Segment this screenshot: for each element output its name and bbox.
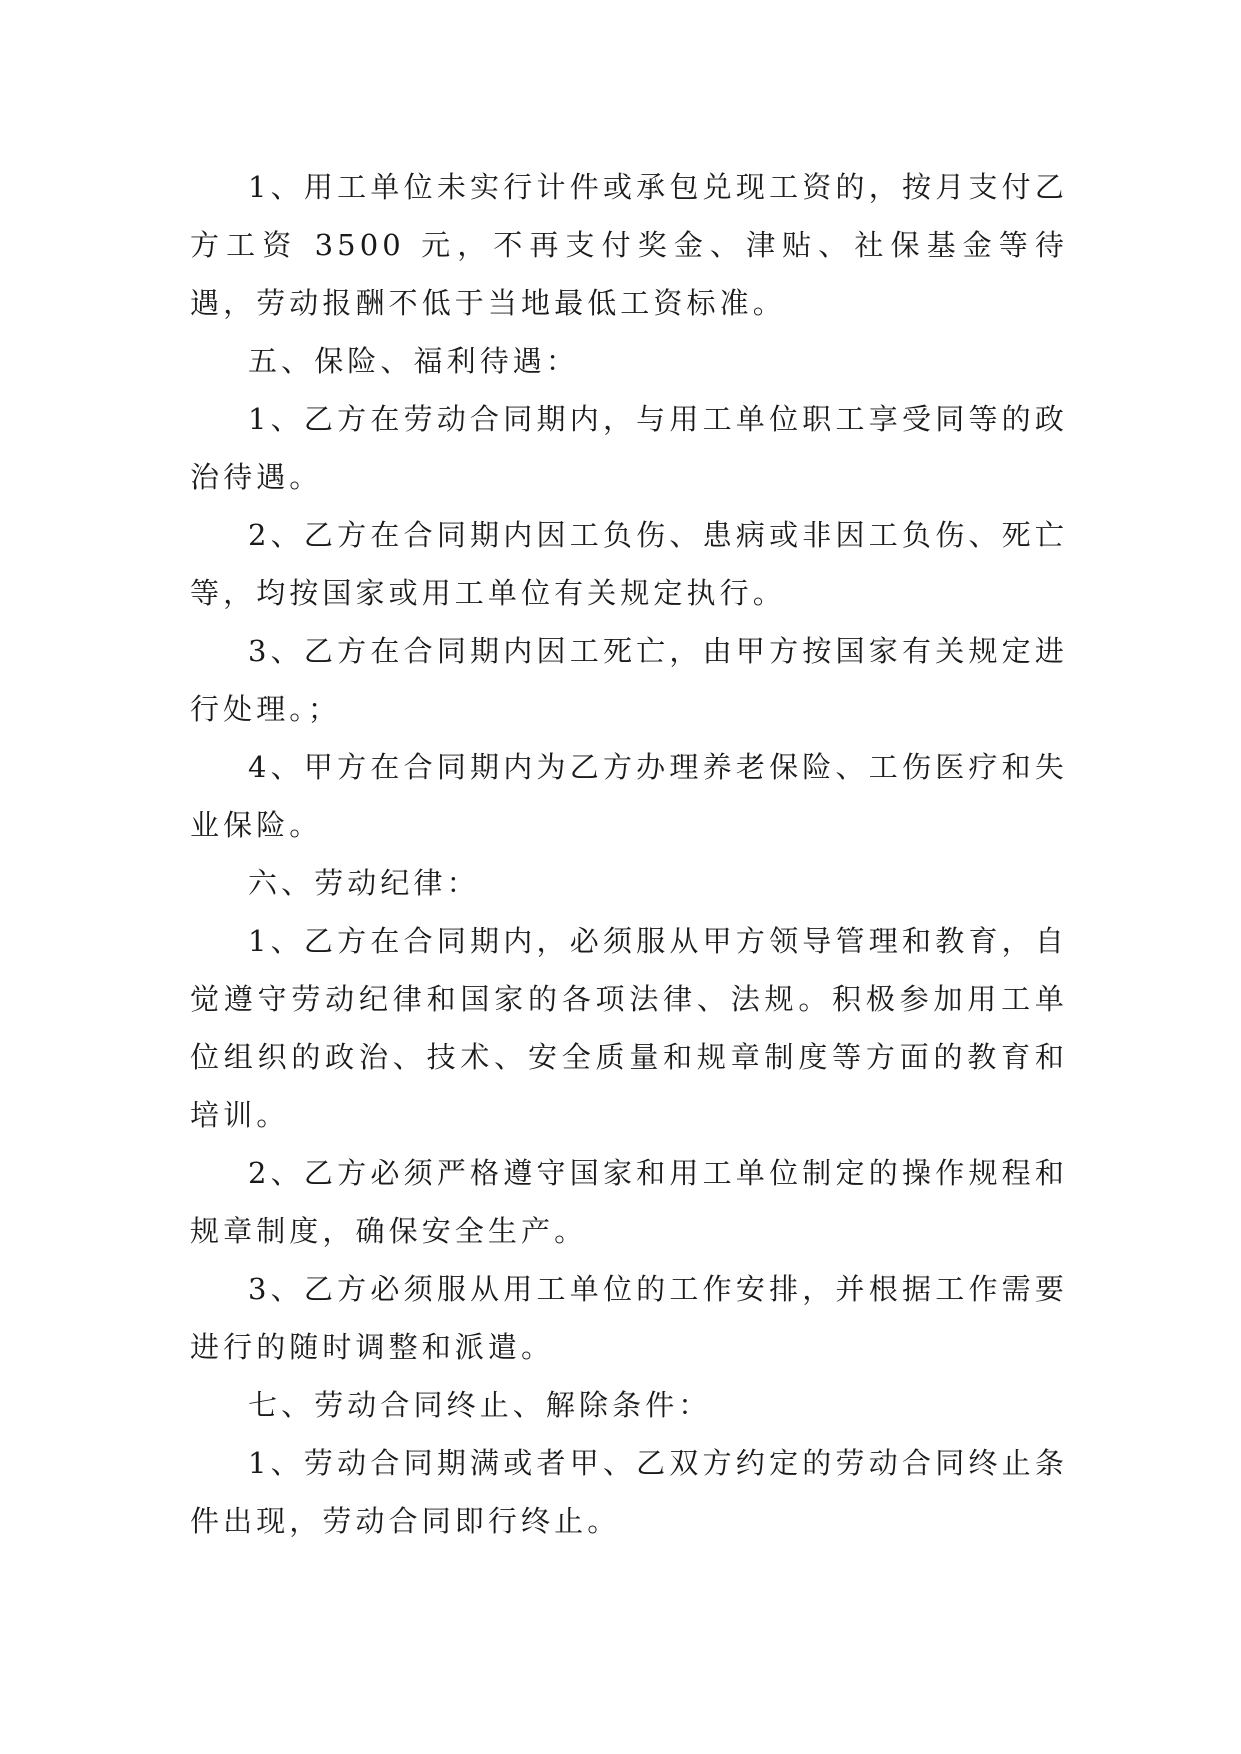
paragraph-work-death: 3、乙方在合同期内因工死亡，由甲方按国家有关规定进行处理。； xyxy=(190,634,1068,726)
section-heading-insurance-benefits: 五、保险、福利待遇： xyxy=(248,344,580,378)
paragraph-political-treatment: 1、乙方在劳动合同期内，与用工单位职工享受同等的政治待遇。 xyxy=(190,402,1068,494)
paragraph-operating-rules: 2、乙方必须严格遵守国家和用工单位制定的操作规程和规章制度，确保安全生产。 xyxy=(190,1156,1068,1248)
section-heading-contract-termination: 七、劳动合同终止、解除条件： xyxy=(248,1388,712,1422)
paragraph-insurance: 4、甲方在合同期内为乙方办理养老保险、工伤医疗和失业保险。 xyxy=(190,750,1068,842)
paragraph-obey-management: 1、乙方在合同期内，必须服从甲方领导管理和教育，自觉遵守劳动纪律和国家的各项法律、法规。积极参加用工单位组织的政治、技术、安全质量和规章制度等方面的教育和培训。 xyxy=(190,924,1068,1132)
paragraph-work-arrangement: 3、乙方必须服从用工单位的工作安排，并根据工作需要进行的随时调整和派遣。 xyxy=(190,1272,1068,1364)
section-heading-labor-discipline: 六、劳动纪律： xyxy=(248,866,480,900)
paragraph-injury-illness: 2、乙方在合同期内因工负伤、患病或非因工负伤、死亡等，均按国家或用工单位有关规定执行。 xyxy=(190,518,1068,610)
paragraph-contract-expiry: 1、劳动合同期满或者甲、乙双方约定的劳动合同终止条件出现，劳动合同即行终止。 xyxy=(190,1446,1068,1538)
paragraph-wage-payment: 1、用工单位未实行计件或承包兑现工资的，按月支付乙方工资 3500 元，不再支付奖金、津贴、社保基金等待遇，劳动报酬不低于当地最低工资标准。 xyxy=(190,170,1068,320)
document-body xyxy=(190,158,1068,1550)
